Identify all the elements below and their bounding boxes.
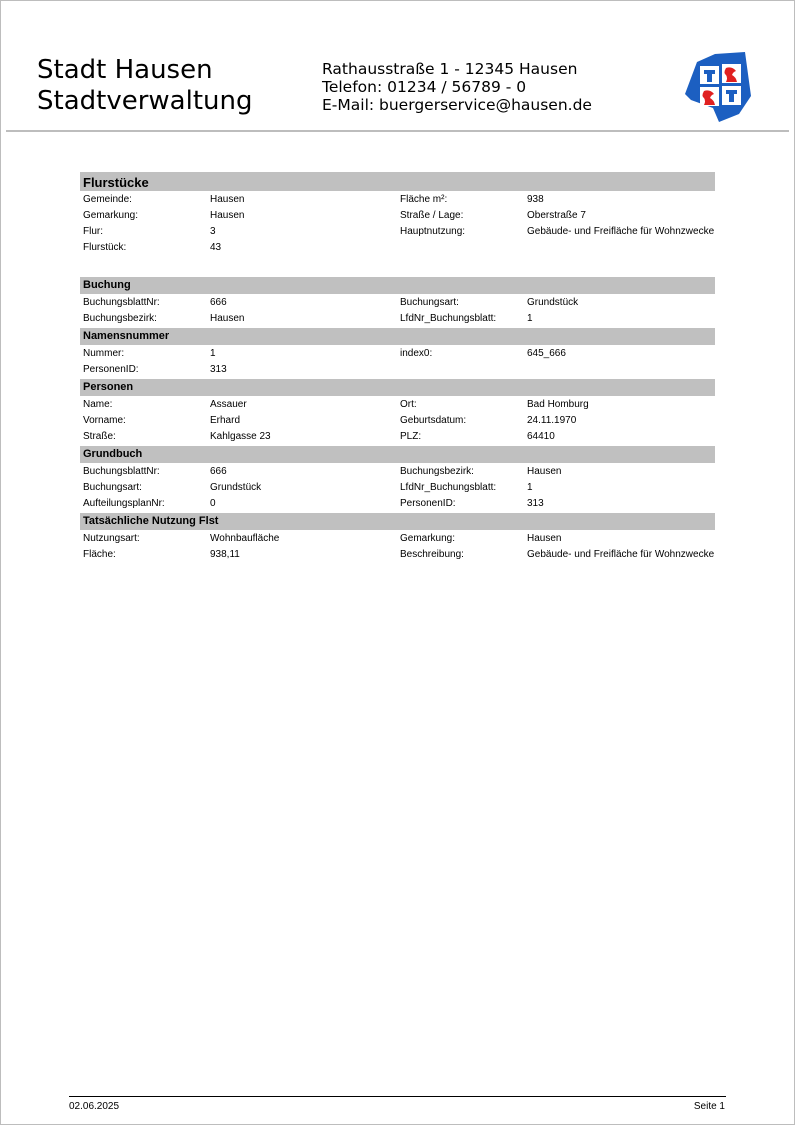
field-value: Grundstück <box>210 482 262 493</box>
field-label: LfdNr_Buchungsblatt: <box>400 313 497 324</box>
field-value: 313 <box>527 498 544 509</box>
field-value: Hausen <box>527 466 562 477</box>
field-label <box>397 242 524 253</box>
field-label: Ort: <box>400 399 417 410</box>
section-grundbuch <box>80 446 715 509</box>
field-value: 938 <box>527 194 544 205</box>
field-row <box>80 348 715 359</box>
email: E-Mail: buergerservice@hausen.de <box>322 96 592 114</box>
organization-name <box>37 55 252 117</box>
contact-block <box>322 60 592 114</box>
field-value: Hausen <box>210 313 245 324</box>
field-row <box>80 549 715 560</box>
field-value: 666 <box>210 466 227 477</box>
field-label: Nutzungsart: <box>83 533 140 544</box>
section-title: Flurstücke <box>80 172 715 191</box>
field-value: 43 <box>210 242 222 253</box>
field-label: Beschreibung: <box>400 549 464 560</box>
field-row <box>80 226 715 237</box>
field-label: BuchungsblattNr: <box>83 297 160 308</box>
field-label: Gemarkung: <box>400 533 456 544</box>
field-value: Gebäude- und Freifläche für Wohnzwecke <box>527 226 715 237</box>
field-label: Vorname: <box>83 415 126 426</box>
footer-date: 02.06.2025 <box>69 1101 120 1112</box>
footer-divider <box>69 1096 726 1097</box>
field-value: Grundstück <box>527 297 579 308</box>
field-label <box>397 364 524 375</box>
field-value: Erhard <box>210 415 241 426</box>
section-buchung <box>80 277 715 324</box>
field-label: Gemarkung: <box>83 210 139 221</box>
phone: Telefon: 01234 / 56789 - 0 <box>322 78 527 96</box>
field-label: PLZ: <box>400 431 422 442</box>
field-value: 1 <box>527 482 533 493</box>
field-value: 666 <box>210 297 227 308</box>
field-value: 938,11 <box>210 549 240 560</box>
field-label: BuchungsblattNr: <box>83 466 160 477</box>
field-row <box>80 482 715 493</box>
org-line-1: Stadt Hausen <box>37 55 213 85</box>
field-value: Hausen <box>210 210 245 221</box>
field-value: 24.11.1970 <box>527 415 577 426</box>
field-value: Hausen <box>210 194 245 205</box>
field-label: Fläche m²: <box>400 194 448 205</box>
field-label: Hauptnutzung: <box>400 226 466 237</box>
field-label: Buchungsbezirk: <box>400 466 474 477</box>
field-value: 1 <box>527 313 533 324</box>
field-value: 1 <box>210 348 216 359</box>
field-value: Wohnbaufläche <box>210 533 280 544</box>
field-label: PersonenID: <box>400 498 456 509</box>
field-label: Geburtsdatum: <box>400 415 467 426</box>
field-value: 645_666 <box>527 348 566 359</box>
field-label: Gemeinde: <box>83 194 132 205</box>
field-row <box>80 533 715 544</box>
section-title: Tatsächliche Nutzung Flst <box>80 513 715 530</box>
field-value: 313 <box>210 364 227 375</box>
field-row <box>80 297 715 308</box>
field-row <box>80 194 715 205</box>
section-personen <box>80 379 715 442</box>
field-row <box>80 498 715 509</box>
org-line-2: Stadtverwaltung <box>37 86 253 116</box>
field-value: Bad Homburg <box>527 399 589 410</box>
section-namensnummer <box>80 328 715 375</box>
field-row <box>80 242 715 253</box>
field-label: Fläche: <box>83 549 116 560</box>
field-value: Oberstraße 7 <box>527 210 586 221</box>
field-label: Straße: <box>83 431 116 442</box>
field-value: Assauer <box>210 399 247 410</box>
report-content <box>80 172 715 560</box>
city-coat-of-arms-logo <box>683 50 753 122</box>
field-row <box>80 415 715 426</box>
field-label: Nummer: <box>83 348 125 359</box>
field-value: 64410 <box>527 431 555 442</box>
field-value: Kahlgasse 23 <box>210 431 271 442</box>
field-row <box>80 466 715 477</box>
section-flurstuecke <box>80 172 715 253</box>
section-title: Grundbuch <box>80 446 715 463</box>
section-title: Namensnummer <box>80 328 715 345</box>
field-value: 0 <box>210 498 216 509</box>
field-value: Gebäude- und Freifläche für Wohnzwecke <box>527 549 715 560</box>
field-value <box>524 242 715 253</box>
field-row <box>80 210 715 221</box>
address: Rathausstraße 1 - 12345 Hausen <box>322 60 578 78</box>
field-row <box>80 313 715 324</box>
field-label: Straße / Lage: <box>400 210 464 221</box>
field-label: index0: <box>400 348 433 359</box>
field-value: 3 <box>210 226 216 237</box>
footer-page-number: Seite 1 <box>693 1101 725 1112</box>
section-title: Buchung <box>80 277 715 294</box>
field-row <box>80 364 715 375</box>
field-row <box>80 399 715 410</box>
field-label: AufteilungsplanNr: <box>83 498 165 509</box>
field-label: Name: <box>83 399 113 410</box>
field-value <box>524 364 715 375</box>
field-label: Buchungsbezirk: <box>83 313 157 324</box>
field-label: Flurstück: <box>83 242 127 253</box>
field-label: LfdNr_Buchungsblatt: <box>400 482 497 493</box>
field-label: Buchungsart: <box>83 482 142 493</box>
field-row <box>80 431 715 442</box>
section-tatsaechliche-nutzung <box>80 513 715 560</box>
field-value: Hausen <box>527 533 562 544</box>
section-title: Personen <box>80 379 715 396</box>
field-label: Flur: <box>83 226 103 237</box>
field-label: Buchungsart: <box>400 297 459 308</box>
field-label: PersonenID: <box>83 364 139 375</box>
header-divider <box>6 130 789 132</box>
